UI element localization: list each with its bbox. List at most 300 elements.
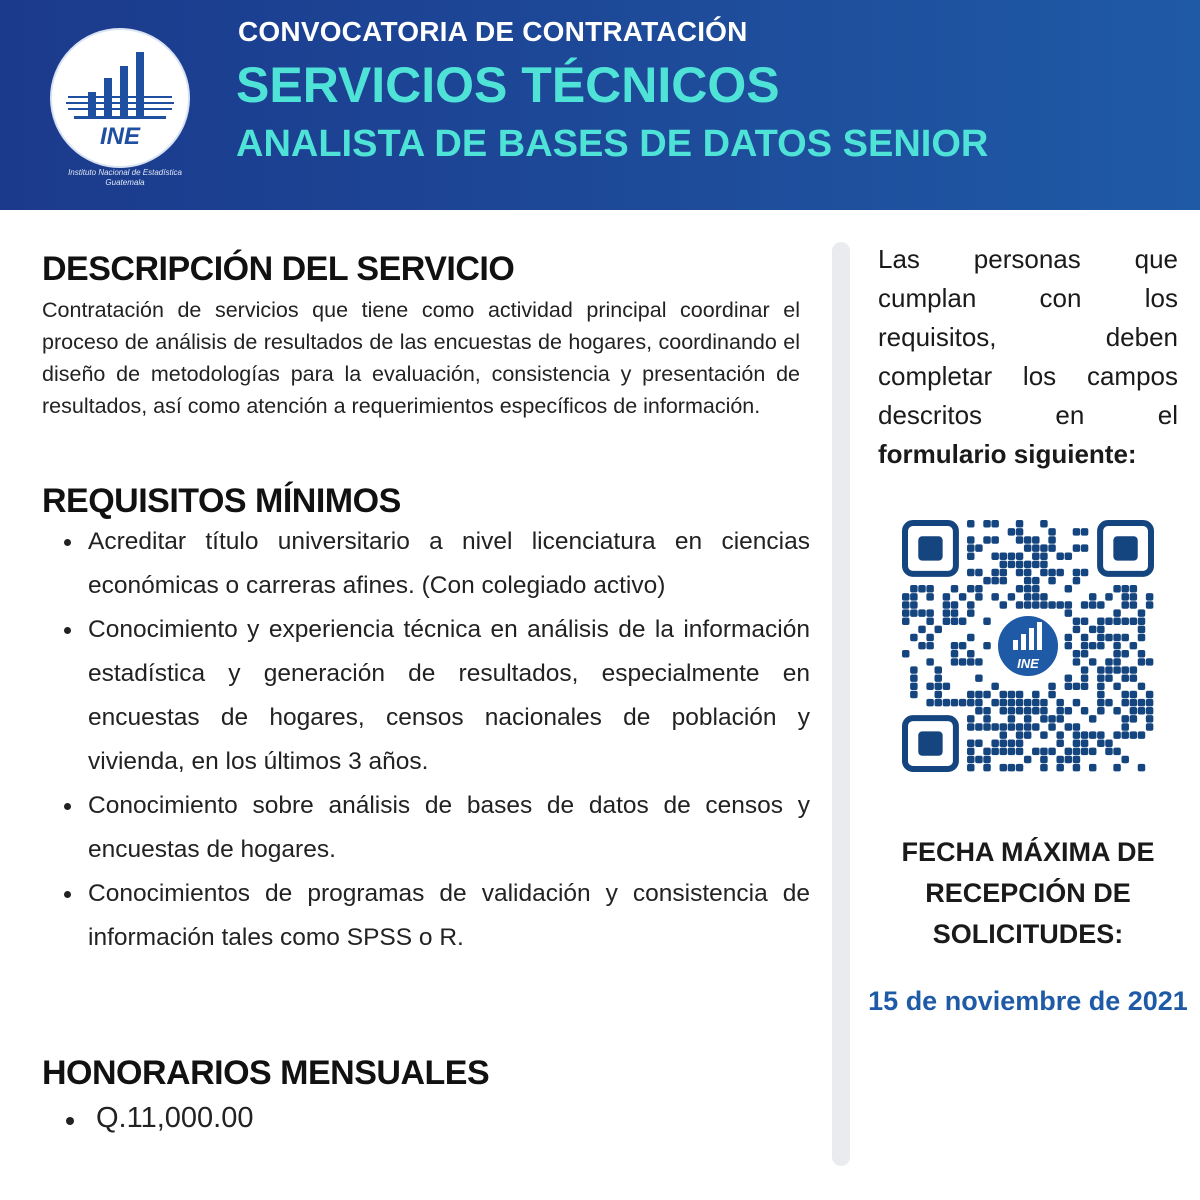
qr-module (983, 756, 990, 763)
qr-module (1008, 723, 1015, 730)
qr-module (935, 683, 942, 690)
qr-module (967, 585, 974, 592)
qr-module (1008, 699, 1015, 706)
qr-module (1016, 569, 1023, 576)
qr-module (1081, 748, 1088, 755)
qr-module (1008, 715, 1015, 722)
qr-module (1130, 707, 1137, 714)
qr-code[interactable] (902, 520, 1154, 772)
qr-module (991, 577, 998, 584)
qr-module (1138, 707, 1145, 714)
qr-module (1008, 748, 1015, 755)
qr-module (1000, 707, 1007, 714)
qr-module (1105, 634, 1112, 641)
qr-module (1056, 569, 1063, 576)
qr-module (975, 593, 982, 600)
qr-module (991, 699, 998, 706)
qr-module (1073, 626, 1080, 633)
qr-module (1138, 634, 1145, 641)
qr-module (1032, 691, 1039, 698)
qr-module (1081, 707, 1088, 714)
bullet-icon (64, 539, 71, 546)
qr-module (1065, 553, 1072, 560)
qr-module (1138, 618, 1145, 625)
qr-module (1040, 707, 1047, 714)
qr-module (1097, 699, 1104, 706)
sidebar-intro-bold: formulario siguiente: (878, 439, 1137, 469)
qr-module (1032, 707, 1039, 714)
qr-module (1130, 674, 1137, 681)
qr-module (991, 520, 998, 527)
bullet-icon (66, 1117, 74, 1125)
qr-module (959, 642, 966, 649)
qr-module (1138, 731, 1145, 738)
requisitos-list (42, 520, 810, 960)
qr-module (1065, 756, 1072, 763)
list-item (42, 608, 810, 784)
qr-module (902, 618, 909, 625)
qr-module (975, 723, 982, 730)
qr-module (1040, 520, 1047, 527)
ine-logo (50, 28, 200, 198)
qr-module (1073, 739, 1080, 746)
qr-module (902, 609, 909, 616)
qr-module (1040, 553, 1047, 560)
qr-module (1040, 561, 1047, 568)
qr-module (1048, 536, 1055, 543)
qr-module (1097, 674, 1104, 681)
qr-module (1016, 723, 1023, 730)
qr-module (951, 618, 958, 625)
qr-module (975, 739, 982, 746)
qr-module (975, 691, 982, 698)
qr-module (1138, 699, 1145, 706)
qr-finder-inner (918, 731, 942, 755)
qr-module (1024, 544, 1031, 551)
qr-module (983, 715, 990, 722)
qr-module (910, 593, 917, 600)
qr-module (1121, 618, 1128, 625)
qr-module (1056, 739, 1063, 746)
qr-module (1048, 569, 1055, 576)
qr-module (1113, 650, 1120, 657)
qr-module (1121, 756, 1128, 763)
qr-module (1089, 601, 1096, 608)
qr-module (1138, 658, 1145, 665)
qr-module (1138, 764, 1145, 771)
qr-module (975, 658, 982, 665)
qr-module (967, 748, 974, 755)
qr-module (1048, 748, 1055, 755)
qr-module (1000, 723, 1007, 730)
header-subtitle: ANALISTA DE BASES DE DATOS SENIOR (236, 123, 989, 165)
qr-module (1089, 626, 1096, 633)
sidebar-intro-text: Las personas que cumplan con los requisitos, deben completar los campos descritos en el (878, 244, 1178, 430)
qr-module (959, 593, 966, 600)
qr-module (918, 626, 925, 633)
honorarios-item (66, 1102, 253, 1135)
qr-module (1016, 528, 1023, 535)
qr-module (1105, 593, 1112, 600)
qr-module (1089, 593, 1096, 600)
qr-module (1048, 715, 1055, 722)
qr-module (967, 764, 974, 771)
qr-module (1089, 715, 1096, 722)
qr-module (1024, 593, 1031, 600)
qr-module (1081, 731, 1088, 738)
qr-module (983, 723, 990, 730)
descripcion-body: Contratación de servicios que tiene como actividad principal coordinar el proceso de análisis de resultados de las encuestas de hogares, coordinando el diseño de metodologías para la evaluación, consistencia y presentación de resultados, así como atención a requerimientos específicos de información. (42, 298, 800, 418)
qr-module (1016, 699, 1023, 706)
qr-module (926, 593, 933, 600)
qr-module (1121, 674, 1128, 681)
qr-module (1065, 723, 1072, 730)
qr-module (951, 699, 958, 706)
qr-module (1130, 666, 1137, 673)
qr-module (1130, 731, 1137, 738)
qr-module (1065, 634, 1072, 641)
qr-module (959, 699, 966, 706)
qr-module (983, 642, 990, 649)
qr-module (1056, 731, 1063, 738)
qr-module (910, 601, 917, 608)
qr-module (1016, 764, 1023, 771)
qr-module (1073, 699, 1080, 706)
qr-module (1024, 601, 1031, 608)
qr-module (1000, 748, 1007, 755)
qr-module (1040, 748, 1047, 755)
qr-module (1016, 748, 1023, 755)
qr-module (1073, 731, 1080, 738)
qr-module (1024, 723, 1031, 730)
qr-module (1105, 674, 1112, 681)
qr-module (1121, 715, 1128, 722)
qr-module (1113, 618, 1120, 625)
qr-logo-bar (1021, 634, 1026, 650)
honorarios-title: HONORARIOS MENSUALES (42, 1054, 490, 1092)
qr-module (918, 642, 925, 649)
qr-module (959, 618, 966, 625)
qr-module (967, 723, 974, 730)
qr-module (1089, 748, 1096, 755)
qr-module (991, 593, 998, 600)
qr-module (967, 609, 974, 616)
qr-module (1008, 553, 1015, 560)
qr-module (935, 626, 942, 633)
qr-module (943, 683, 950, 690)
qr-module (991, 536, 998, 543)
qr-module (967, 691, 974, 698)
sidebar-intro (878, 240, 1178, 474)
qr-module (967, 699, 974, 706)
qr-module (1081, 528, 1088, 535)
header-kicker: CONVOCATORIA DE CONTRATACIÓN (238, 16, 748, 47)
qr-module (967, 658, 974, 665)
qr-module (1097, 601, 1104, 608)
qr-module (1048, 577, 1055, 584)
qr-module (1040, 699, 1047, 706)
qr-module (1105, 658, 1112, 665)
qr-module (1081, 650, 1088, 657)
qr-module (1081, 618, 1088, 625)
qr-module (1146, 593, 1153, 600)
qr-module (983, 691, 990, 698)
qr-module (1016, 691, 1023, 698)
qr-module (1121, 650, 1128, 657)
qr-module (1121, 601, 1128, 608)
qr-module (910, 585, 917, 592)
qr-module (1146, 658, 1153, 665)
list-item (42, 872, 810, 960)
qr-module (902, 593, 909, 600)
qr-module (1121, 699, 1128, 706)
qr-module (1113, 634, 1120, 641)
qr-module (902, 650, 909, 657)
qr-module (991, 569, 998, 576)
qr-module (910, 674, 917, 681)
honorarios-value: Q.11,000.00 (96, 1102, 254, 1134)
qr-module (1000, 691, 1007, 698)
qr-module (1097, 642, 1104, 649)
qr-module (1081, 642, 1088, 649)
qr-module (967, 650, 974, 657)
qr-module (1000, 764, 1007, 771)
qr-module (983, 520, 990, 527)
qr-module (1056, 601, 1063, 608)
qr-module (975, 707, 982, 714)
fecha-value: 15 de noviembre de 2021 (868, 986, 1188, 1016)
qr-module (959, 658, 966, 665)
qr-module (1008, 561, 1015, 568)
qr-module (1138, 626, 1145, 633)
qr-module (967, 601, 974, 608)
qr-module (983, 536, 990, 543)
qr-module (1138, 609, 1145, 616)
qr-module (1024, 699, 1031, 706)
qr-module (1032, 723, 1039, 730)
bullet-icon (64, 891, 71, 898)
qr-module (1016, 707, 1023, 714)
qr-finder-inner (1113, 536, 1137, 560)
qr-module (1113, 707, 1120, 714)
qr-module (1113, 748, 1120, 755)
qr-module (910, 683, 917, 690)
qr-module (1130, 618, 1137, 625)
qr-module (1105, 618, 1112, 625)
qr-logo-bar (1037, 622, 1042, 650)
qr-module (1081, 634, 1088, 641)
qr-module (1008, 691, 1015, 698)
qr-module (1065, 748, 1072, 755)
qr-code-icon[interactable] (902, 520, 1154, 772)
qr-module (918, 609, 925, 616)
qr-module (951, 658, 958, 665)
qr-module (951, 642, 958, 649)
column-divider (832, 242, 850, 1166)
qr-module (1138, 683, 1145, 690)
qr-module (1081, 674, 1088, 681)
qr-module (1121, 585, 1128, 592)
qr-module (1130, 601, 1137, 608)
qr-module (1008, 739, 1015, 746)
qr-module (1040, 764, 1047, 771)
qr-module (1073, 569, 1080, 576)
qr-module (975, 585, 982, 592)
qr-module (1008, 707, 1015, 714)
qr-module (935, 691, 942, 698)
qr-module (1138, 650, 1145, 657)
qr-module (1146, 601, 1153, 608)
qr-module (1121, 691, 1128, 698)
requisito-text: Acreditar título universitario a nivel licenciatura en ciencias económicas o carreras afines. (Con colegiado activo) (88, 528, 810, 599)
qr-module (1146, 715, 1153, 722)
qr-module (1113, 731, 1120, 738)
qr-module (943, 593, 950, 600)
qr-module (1121, 593, 1128, 600)
header-title: SERVICIOS TÉCNICOS (236, 57, 780, 113)
qr-module (1105, 666, 1112, 673)
qr-module (1056, 699, 1063, 706)
qr-module (1130, 699, 1137, 706)
qr-module (1000, 569, 1007, 576)
qr-logo-bar (1013, 640, 1018, 650)
qr-module (1130, 585, 1137, 592)
qr-module (1000, 699, 1007, 706)
qr-module (1081, 601, 1088, 608)
qr-module (1040, 593, 1047, 600)
qr-module (1048, 683, 1055, 690)
qr-module (991, 739, 998, 746)
qr-module (967, 569, 974, 576)
qr-module (1024, 569, 1031, 576)
qr-module (991, 723, 998, 730)
qr-module (1016, 553, 1023, 560)
requisito-text: Conocimientos de programas de validación y consistencia de información tales como SPSS o R. (88, 880, 810, 951)
logo-caption-1: Instituto Nacional de Estadística (68, 168, 182, 177)
qr-module (1089, 731, 1096, 738)
bullet-icon (64, 803, 71, 810)
bullet-icon (64, 627, 71, 634)
qr-module (1032, 593, 1039, 600)
qr-module (1130, 642, 1137, 649)
qr-module (951, 650, 958, 657)
qr-module (1130, 593, 1137, 600)
qr-module (1048, 528, 1055, 535)
qr-module (967, 756, 974, 763)
qr-module (1008, 764, 1015, 771)
qr-module (943, 618, 950, 625)
qr-module (926, 642, 933, 649)
qr-module (983, 748, 990, 755)
qr-module (1089, 642, 1096, 649)
logo-caption-2: Guatemala (105, 178, 145, 187)
qr-module (1073, 748, 1080, 755)
qr-module (1024, 585, 1031, 592)
qr-module (1024, 731, 1031, 738)
qr-module (1048, 601, 1055, 608)
qr-module (1000, 601, 1007, 608)
qr-module (1048, 723, 1055, 730)
list-item (42, 784, 810, 872)
qr-module (1008, 593, 1015, 600)
qr-module (1105, 748, 1112, 755)
qr-module (1065, 674, 1072, 681)
qr-module (1146, 699, 1153, 706)
qr-finder-inner (918, 536, 942, 560)
qr-module (975, 699, 982, 706)
qr-module (1089, 658, 1096, 665)
qr-module (951, 585, 958, 592)
qr-module (1048, 544, 1055, 551)
qr-module (1081, 569, 1088, 576)
qr-module (1016, 739, 1023, 746)
qr-module (1097, 634, 1104, 641)
qr-module (1073, 683, 1080, 690)
requisito-text: Conocimiento y experiencia técnica en análisis de la información estadística y generación de resultados, especialmente en encuestas de hogares, censos nacionales de población y vivienda, en los últimos 3 años. (88, 616, 810, 775)
qr-module (926, 683, 933, 690)
qr-module (1024, 577, 1031, 584)
qr-module (1073, 544, 1080, 551)
qr-logo-text: INE (1017, 656, 1039, 671)
logo-text: INE (99, 123, 141, 150)
qr-module (935, 674, 942, 681)
qr-module (967, 634, 974, 641)
qr-module (1000, 731, 1007, 738)
qr-module (951, 609, 958, 616)
qr-module (967, 544, 974, 551)
qr-module (1040, 756, 1047, 763)
qr-module (967, 536, 974, 543)
qr-module (926, 658, 933, 665)
header-banner (0, 0, 1200, 210)
qr-module (1000, 553, 1007, 560)
qr-module (935, 666, 942, 673)
qr-module (1113, 666, 1120, 673)
qr-module (983, 764, 990, 771)
qr-module (1000, 577, 1007, 584)
qr-module (1073, 650, 1080, 657)
qr-module (910, 666, 917, 673)
qr-module (1130, 715, 1137, 722)
qr-module (1016, 536, 1023, 543)
qr-module (1146, 691, 1153, 698)
qr-module (1016, 601, 1023, 608)
qr-module (1081, 544, 1088, 551)
qr-module (1113, 609, 1120, 616)
qr-module (943, 601, 950, 608)
qr-module (926, 585, 933, 592)
qr-module (1097, 731, 1104, 738)
qr-module (1040, 731, 1047, 738)
qr-module (943, 699, 950, 706)
qr-module (1016, 585, 1023, 592)
qr-module (1016, 731, 1023, 738)
qr-module (1000, 561, 1007, 568)
qr-module (1024, 707, 1031, 714)
qr-module (1056, 756, 1063, 763)
qr-module (1065, 609, 1072, 616)
qr-module (1113, 585, 1120, 592)
qr-module (1056, 715, 1063, 722)
qr-module (1089, 764, 1096, 771)
qr-module (1130, 691, 1137, 698)
qr-module (983, 577, 990, 584)
qr-module (910, 609, 917, 616)
qr-module (1032, 544, 1039, 551)
qr-module (1040, 601, 1047, 608)
qr-module (1032, 601, 1039, 608)
qr-module (1065, 585, 1072, 592)
